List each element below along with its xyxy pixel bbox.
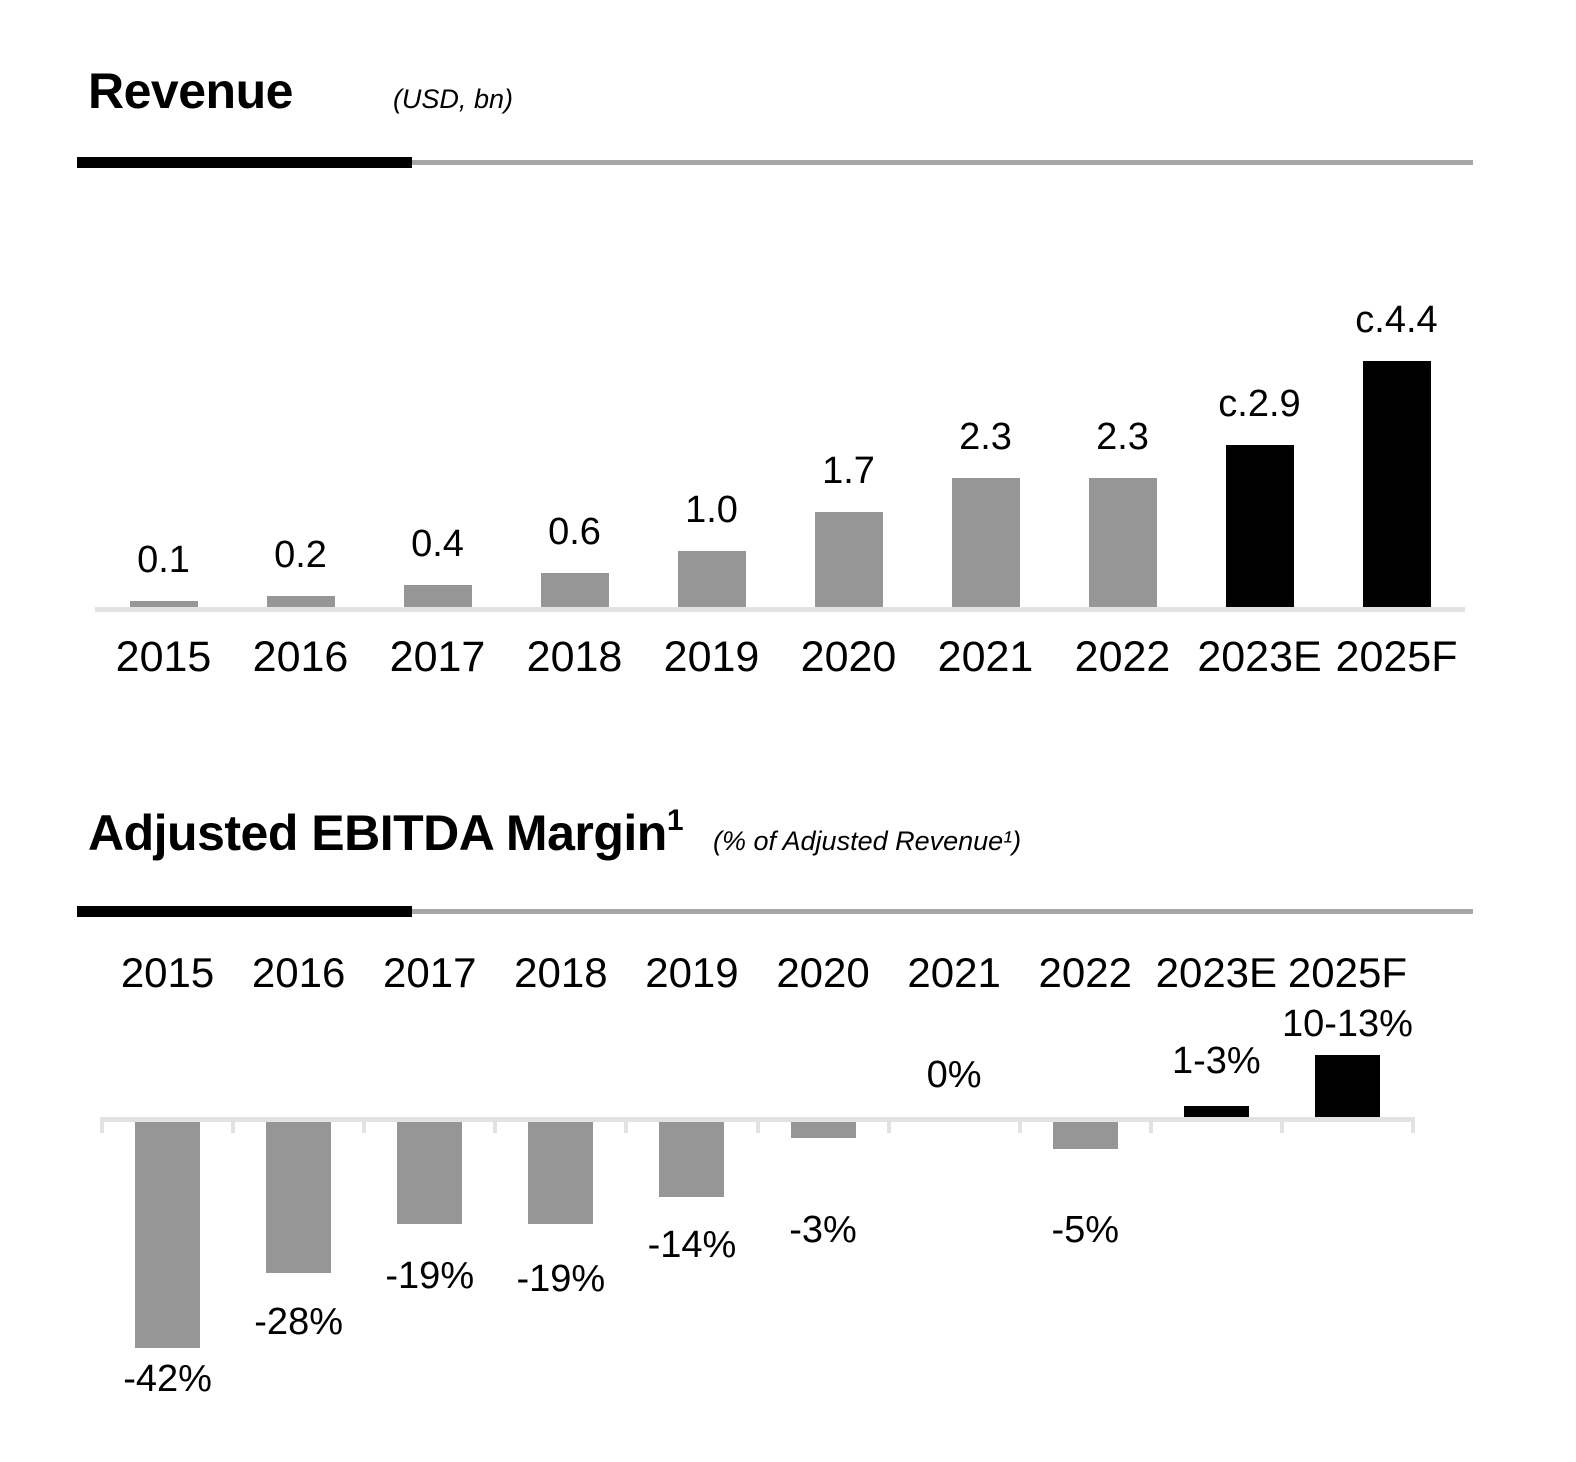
ebitda-title-superscript: 1: [666, 804, 684, 838]
year-label-2018: 2018: [526, 633, 623, 681]
year-label-2025F: 2025F: [1287, 949, 1407, 996]
year-label-2020: 2020: [800, 633, 897, 681]
year-label-2023E: 2023E: [1197, 633, 1322, 681]
axis-tick: [362, 1117, 366, 1133]
value-label-2018: 0.6: [548, 511, 601, 553]
year-label-2018: 2018: [514, 949, 608, 996]
bar-2018: [528, 1122, 593, 1224]
value-label-2016: -28%: [254, 1301, 343, 1343]
bar-2019: [659, 1122, 724, 1197]
value-label-2021: 0%: [926, 1054, 982, 1096]
year-label-2015: 2015: [115, 633, 212, 681]
bar-2023E: [1184, 1106, 1249, 1117]
revenue-subtitle: (USD, bn): [392, 84, 513, 114]
value-label-2016: 0.2: [274, 534, 327, 576]
revenue-title: Revenue: [88, 63, 293, 119]
value-label-2019: 1.0: [685, 489, 738, 531]
bar-2022: [1053, 1122, 1118, 1149]
value-label-2019: -14%: [647, 1224, 737, 1266]
axis-tick: [756, 1117, 760, 1133]
axis-tick: [1280, 1117, 1284, 1133]
value-label-2017: -19%: [385, 1255, 475, 1297]
axis-tick: [1411, 1117, 1415, 1133]
year-label-2019: 2019: [645, 949, 739, 996]
year-label-2021: 2021: [937, 633, 1034, 681]
bar-2020: [791, 1122, 856, 1138]
axis-tick: [624, 1117, 628, 1133]
ebitda-title: Adjusted EBITDA Margin$^1$: [88, 804, 684, 861]
year-label-2016: 2016: [252, 633, 349, 681]
value-label-2020: -3%: [789, 1209, 857, 1251]
year-label-2025F: 2025F: [1335, 633, 1458, 681]
axis-tick: [1018, 1117, 1022, 1133]
year-label-2019: 2019: [663, 633, 760, 681]
ebitda-subtitle: (% of Adjusted Revenue¹): [713, 826, 1022, 856]
axis-tick: [231, 1117, 235, 1133]
axis-tick: [493, 1117, 497, 1133]
value-label-2022: -5%: [1051, 1209, 1120, 1251]
value-label-2015: 0.1: [137, 539, 190, 581]
value-label-2025F: c.4.4: [1355, 299, 1438, 341]
bar-2017: [397, 1122, 462, 1224]
year-label-2017: 2017: [389, 633, 486, 681]
value-label-2025F: 10-13%: [1281, 1003, 1413, 1045]
year-label-2017: 2017: [383, 949, 477, 996]
year-label-2020: 2020: [776, 949, 870, 996]
year-label-2023E: 2023E: [1155, 949, 1278, 996]
year-label-2015: 2015: [120, 949, 215, 996]
value-label-2020: 1.7: [822, 450, 875, 492]
bar-2025F: [1315, 1055, 1380, 1117]
axis-tick: [100, 1117, 104, 1133]
year-label-2022: 2022: [1074, 633, 1171, 681]
axis-tick: [1149, 1117, 1153, 1133]
year-label-2016: 2016: [251, 949, 346, 996]
value-label-2022: 2.3: [1096, 416, 1149, 458]
value-label-2017: 0.4: [411, 523, 464, 565]
value-label-2021: 2.3: [959, 416, 1012, 458]
year-label-2021: 2021: [907, 949, 1001, 996]
axis-tick: [887, 1117, 891, 1133]
value-label-2015: -42%: [123, 1358, 212, 1400]
value-label-2023E: 1-3%: [1171, 1040, 1261, 1082]
value-label-2018: -19%: [516, 1258, 606, 1300]
year-label-2022: 2022: [1038, 949, 1132, 996]
value-label-2023E: c.2.9: [1218, 383, 1301, 425]
bar-2016: [266, 1122, 331, 1273]
